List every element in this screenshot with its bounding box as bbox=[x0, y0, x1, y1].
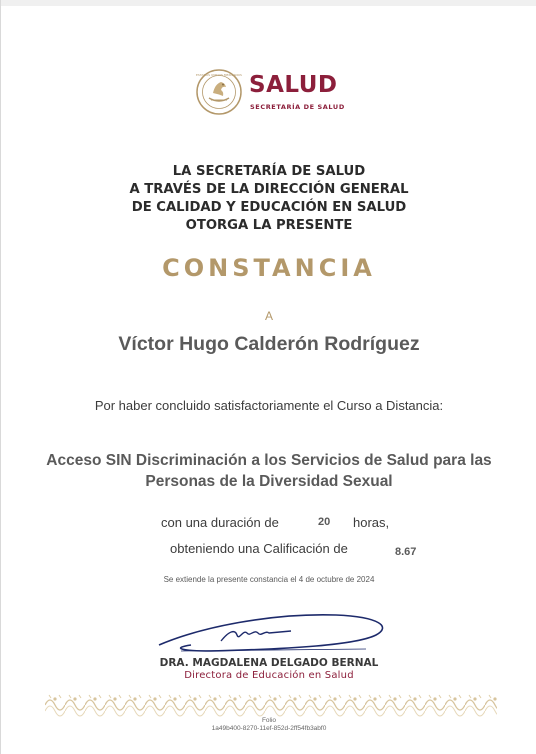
brand-name: SALUD bbox=[249, 72, 338, 98]
course-name-line-2: Personas de la Diversidad Sexual bbox=[145, 473, 393, 490]
signatory-name: DRA. MAGDALENA DELGADO BERNAL bbox=[159, 657, 379, 669]
svg-text:ESTADOS UNIDOS MEXICANOS: ESTADOS UNIDOS MEXICANOS bbox=[196, 73, 242, 77]
recipient-name: Víctor Hugo Calderón Rodríguez bbox=[118, 333, 420, 355]
certificate-title: CONSTANCIA bbox=[162, 254, 376, 282]
mexican-coat-of-arms-seal-icon bbox=[195, 68, 243, 116]
grade-value: 8.67 bbox=[395, 546, 417, 558]
handwritten-signature bbox=[151, 605, 391, 660]
duration-unit: horas, bbox=[353, 515, 390, 530]
signatory-role: Directora de Educación en Salud bbox=[184, 670, 354, 681]
decorative-pattern-band bbox=[45, 693, 497, 717]
salud-logo bbox=[195, 68, 351, 118]
duration-value: 20 bbox=[318, 516, 331, 528]
top-edge bbox=[1, 0, 536, 6]
folio-label: Folio bbox=[261, 717, 277, 724]
issuer-line-2: A TRAVÉS DE LA DIRECCIÓN GENERAL bbox=[129, 182, 409, 197]
to-label: A bbox=[264, 309, 273, 323]
duration-label: con una duración de bbox=[161, 515, 279, 530]
issuer-line-4: OTORGA LA PRESENTE bbox=[185, 218, 353, 233]
issue-date: Se extiende la presente constancia el 4 de octubre de 2024 bbox=[163, 575, 375, 584]
issuer-statement bbox=[1, 163, 536, 235]
folio-value: 1a49b400-8270-11ef-852d-2ff54fb3abf0 bbox=[211, 725, 327, 732]
course-name bbox=[21, 450, 517, 492]
grade-label: obteniendo una Calificación de bbox=[170, 541, 348, 556]
issuer-line-3: DE CALIDAD Y EDUCACIÓN EN SALUD bbox=[131, 200, 407, 215]
brand-subtitle: SECRETARÍA DE SALUD bbox=[250, 103, 345, 111]
issuer-line-1: LA SECRETARÍA DE SALUD bbox=[172, 164, 366, 179]
reason-text: Por haber concluido satisfactoriamente el Curso a Distancia: bbox=[94, 398, 444, 413]
course-name-line-1: Acceso SIN Discriminación a los Servicios de Salud para las bbox=[46, 452, 492, 469]
